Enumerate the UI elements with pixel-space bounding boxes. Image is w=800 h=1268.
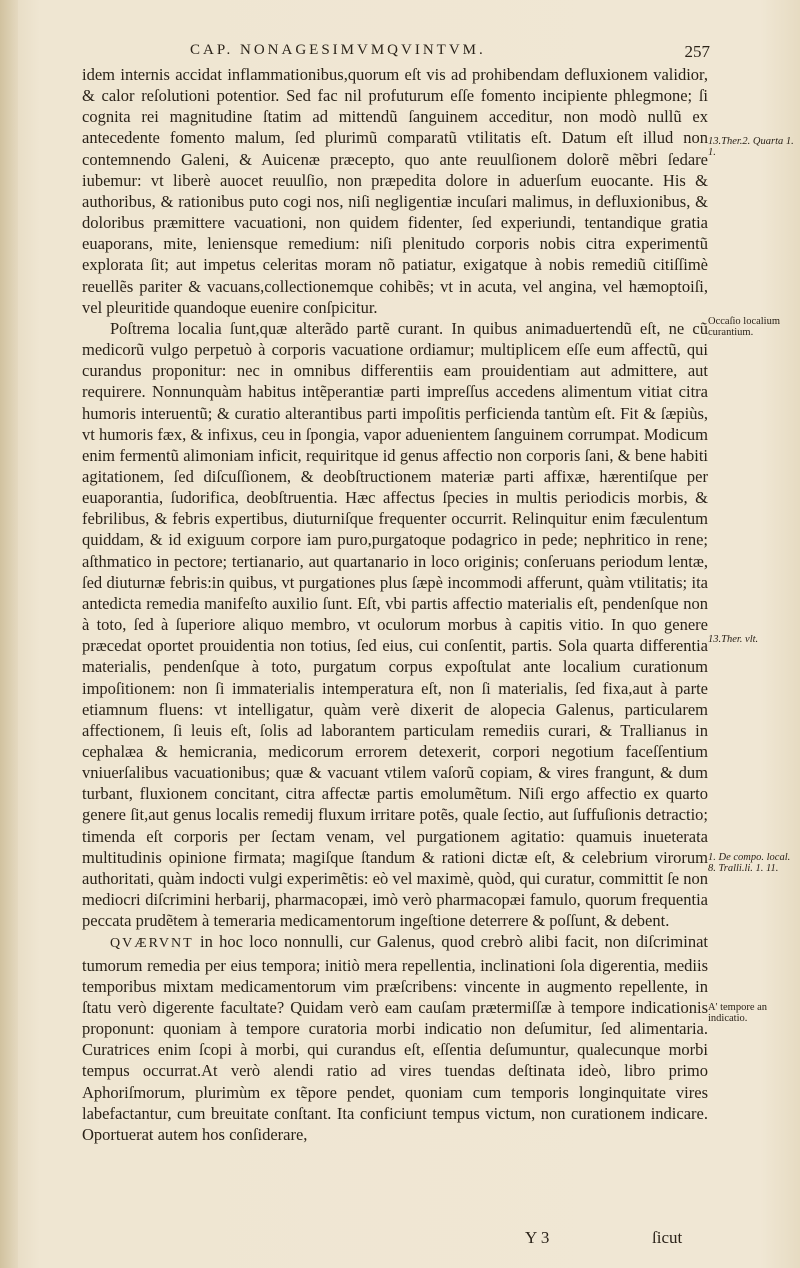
paragraph: idem internis accidat inflammationibus,quorum eſt vis ad prohibendam defluxionem validior, & calor reſolutioni potentior. Sed fac nil profuturum eſſe fomento incipiente phlegmone; ſi cognita rei magnitudine ſtatim ad mittendũ ſanguinem acceditur, non modò nullũ ex antecedente fomento malum, ſed plurimũ comparatũ vtilitatis eſt. Datum eſt illud non contemnendo Galeni, & Auicenæ præcepto, quo ante reuulſionem dolorẽ mẽbri ſedare iubemur: vt liberè auocet reuulſio, non præpedita dolore in aduerſum euocante. His & authoribus, & rationibus puto cogi nos, niſi negligentiæ incuſari malimus, in defluxionibus, & doloribus præmittere vacuationi, non quidem fidenter, ſed experiundi, tentandique gratia euaporans, mite, leniensque remedium: niſi plenitudo corporis nobis citra experimentũ explorata ſit; aut impetus celeritas moram nõ patiatur, exigatque à nobis remediũ citiſſimè reuellẽs pariter & vacuans,collectionemque cohibẽs; vt in acuta, vel angina, vel hæmoptoiſi, vel pleuritide quandoque euenire conſpicitur. xyxy=(82,65,708,317)
chapter-title: CAP. NONAGESIMVMQVINTVM. xyxy=(190,42,486,58)
paragraph: Poſtrema localia ſunt,quæ alterãdo partẽ curant. In quibus animaduertendũ eſt, ne cũ medicorũ vulgo perpetuò à corporis vacuatione ordiamur; multiplicem eſſe eum affectũ, qui curandus proponitur: nec in omnibus differentiis eam prouidentiam aut admittere, aut requirere. Nonnunquàm habitus intẽperantiæ parti impreſſus accedens alimentum vitiat citra humoris interuentũ; & curatio alterantibus parti impoſitis perficienda tantùm eſt. Fit & ſæpiùs, vt humoris fæx, & infixus, ceu in ſpongia, vapor aduenientem ſanguinem corrumpat. Modicum enim fermentũ alimoniam inficit, requiritque id genus affectio non corporis ſani, & bene habiti agitationem, ſed diſcuſſionem, & deobſtructionem materiæ parti affixæ, hærentiſque per euaporantia, ſudorifica, deobſtruentia. Hæc affectus ſpecies in multis periodicis morbis, & febrilibus, & febris expertibus, diuturniſque frequenter occurrit. Relinquitur enim fæculentum quiddam, & id exiguum corpore iam puro,purgatoque podagrico in pede; nephritico in rene; aſthmatico in pectore; tertianario, aut quartanario in loco originis; conſeruans periodum lentæ, ſed diuturnæ febris:in quibus, vt purgationes plus ſæpè incommodi afferunt, quàm vtilitatis; ita antedicta remedia manifeſto auxilio ſunt. Eſt, vbi partis affectio materialis eſt, pendenſque non à toto, ſed à ſuperiore aliquo membro, vt oculorum morbus à capitis vitio. In quo genere præcedat oportet prouidentia non totius, ſed eius, cui conſentit, partis. Sola quarta differentia materialis, pendenſque à toto, purgatum corpus expoſtulat ante localium curationum impoſitionem: non ſi immaterialis intemperatura eſt, non ſi materialis, ſed fixa,aut à parte etiamnum fluens: vt intelligatur, quàm verè dixerit de alopecia Galenus, particularem affectionem, ſi leuis eſt, ſolis ad laborantem particulam remediis curari, & Trallianus in cephalæa & hemicrania, medicorum errorem detexerit, corpori negotium faceſſentium vniuerſalibus vacuationibus; quæ & vacuant vtilem vaſorũ copiam, & vires frangunt, & dum turbant, fluxionem concitant, citra affectæ partis emolumẽtum. Niſi ergo affectio ex quarto genere ſit,aut genus localis remedij fluxum irritare potẽs, quale ſectio, aut ſuffuſionis detractio; timenda eſt corporis per ſectam venam, vel purgationem agitatio: quamuis inueterata multitudinis opinione firmata; magiſque ſtandum & rationi dictæ eſt, & celebrium virorum authoritati, quàm indocti vulgi experimẽtis: eò vel maximè, quòd, qui curatur, committit ſe non mediocri diſcrimini herbarij, pharmacopæi, imò verò pharmacopæi famulo, quorum frequentia peccata prudẽtem à temeraria medicamentorum ingeſtione deterrere & poſſunt, & debent. xyxy=(82,318,708,931)
signature-mark: Y 3 xyxy=(525,1228,550,1247)
page-footer xyxy=(0,1228,800,1252)
paragraph xyxy=(82,931,708,1145)
marginal-note: 13.Ther.2. Quarta 1. 1. xyxy=(708,136,794,158)
marginal-note: 1. De compo. local. 8. Tralli.li. 1. 11. xyxy=(708,852,791,874)
page-gutter xyxy=(0,0,18,1268)
page-number: 257 xyxy=(684,42,710,61)
catchword: ſicut xyxy=(652,1228,683,1247)
paragraph-lead-word: QVÆRVNT xyxy=(110,936,194,952)
marginal-note: 13.Ther. vlt. xyxy=(708,634,759,645)
marginal-note: Occaſio localium curantium. xyxy=(708,316,781,338)
marginal-note: A' tempore an indicatio. xyxy=(708,1002,768,1024)
paragraph-text: in hoc loco nonnulli, cur Galenus, quod crebrò alibi facit, non diſcriminat tumorum remedia per eius tempora; initiò mera repellentia, inclinationi ſola digerentia, mediis temporibus mixtam medicamentorum vim præſcribens: vincente in augmento repellente, in ſtatu verò digerente facultate? Quidam verò eam cauſam prætermiſſæ à tempore indicationis proponunt: quoniam à tempore curatoria morbi indicatio non deſumitur, ſed alimentaria. Curatrices enim ſcopi à morbi, qui curandus eſt, eſſentia deſumuntur, qualecunque morbi tempus occurrat.At verò alendi ratio ad vires tuendas deſtinata ideò, libro primo Aphoriſmorum, plurimùm ex tẽpore pendet, quoniam cum temporis longinquitate vires labefactantur, cum breuitate conſtant. Ita conficiunt tempus victum, non curationem indicare. Oportuerat autem hos conſiderare, xyxy=(82,932,708,1144)
main-text xyxy=(82,64,708,1145)
